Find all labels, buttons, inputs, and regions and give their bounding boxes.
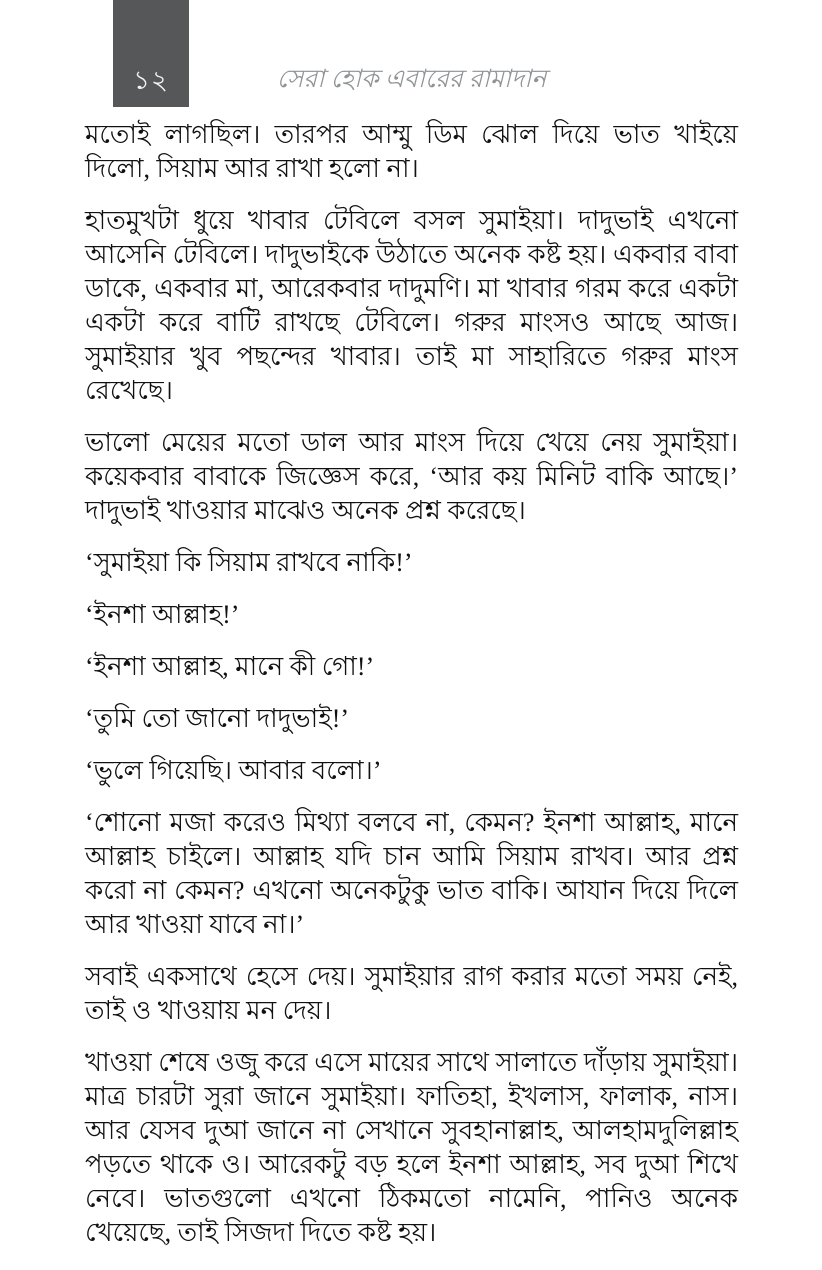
page-number: ১২ bbox=[133, 66, 169, 95]
body-text bbox=[85, 118, 738, 1268]
paragraph: সবাই একসাথে হেসে দেয়। সুমাইয়ার রাগ করার মতো সময় নেই, তাই ও খাওয়ায় মন দেয়। bbox=[85, 962, 738, 1025]
paragraph: ভালো মেয়ের মতো ডাল আর মাংস দিয়ে খেয়ে নেয় সুমাইয়া। কয়েকবার বাবাকে জিজ্ঞেস করে, ‘আর কয় মিনিট বাকি আছে।’ দাদুভাই খাওয়ার মাঝেও অনেক প্রশ্ন করেছে। bbox=[85, 428, 738, 525]
paragraph: খাওয়া শেষে ওজু করে এসে মায়ের সাথে সালাতে দাঁড়ায় সুমাইয়া। মাত্র চারটা সুরা জানে সুমাইয়া। ফাতিহা, ইখলাস, ফালাক, নাস। আর যেসব দুআ জানে না সেখানে সুবহানাল্লাহ, আলহামদুলিল্লাহ পড়তে থাকে ও। আরেকটু বড় হলে ইনশা আল্লাহ, সব দুআ শিখে নেবে। ভাতগুলো এখনো ঠিকমতো নামেনি, পানিও অনেক খেয়েছে, তাই সিজদা দিতে কষ্ট হয়। bbox=[85, 1048, 738, 1247]
dialogue-line: ‘তুমি তো জানো দাদুভাই!’ bbox=[85, 704, 350, 733]
running-title: সেরা হোক এবারের রামাদান bbox=[276, 66, 547, 93]
paragraph: হাতমুখটা ধুয়ে খাবার টেবিলে বসল সুমাইয়া। দাদুভাই এখনো আসেনি টেবিলে। দাদুভাইকে উঠাতে অনেক কষ্ট হয়। একবার বাবা ডাকে, একবার মা, আরেকবার দাদুমণি। মা খাবার গরম করে একটা একটা করে বাটি রাখছে টেবিলে। গরুর মাংসও আছে আজ। সুমাইয়ার খুব পছন্দের খাবার। তাই মা সাহারিতে গরুর মাংস রেখেছে। bbox=[85, 206, 738, 405]
dialogue-line: ‘ইনশা আল্লাহ!’ bbox=[85, 600, 240, 629]
paragraph: ‘শোনো মজা করেও মিথ্যা বলবে না, কেমন? ইনশা আল্লাহ, মানে আল্লাহ চাইলে। আল্লাহ যদি চান আমি সিয়াম রাখব। আর প্রশ্ন করো না কেমন? এখনো অনেকটুকু ভাত বাকি। আযান দিয়ে দিলে আর খাওয়া যাবে না।’ bbox=[85, 808, 738, 939]
dialogue-line: ‘সুমাইয়া কি সিয়াম রাখবে নাকি!’ bbox=[85, 548, 413, 577]
dialogue-line: ‘ইনশা আল্লাহ, মানে কী গো!’ bbox=[85, 652, 375, 681]
paragraph: মতোই লাগছিল। তারপর আম্মু ডিম ঝোল দিয়ে ভাত খাইয়ে দিলো, সিয়াম আর রাখা হলো না। bbox=[85, 120, 738, 183]
dialogue-line: ‘ভুলে গিয়েছি। আবার বলো।’ bbox=[85, 756, 382, 785]
